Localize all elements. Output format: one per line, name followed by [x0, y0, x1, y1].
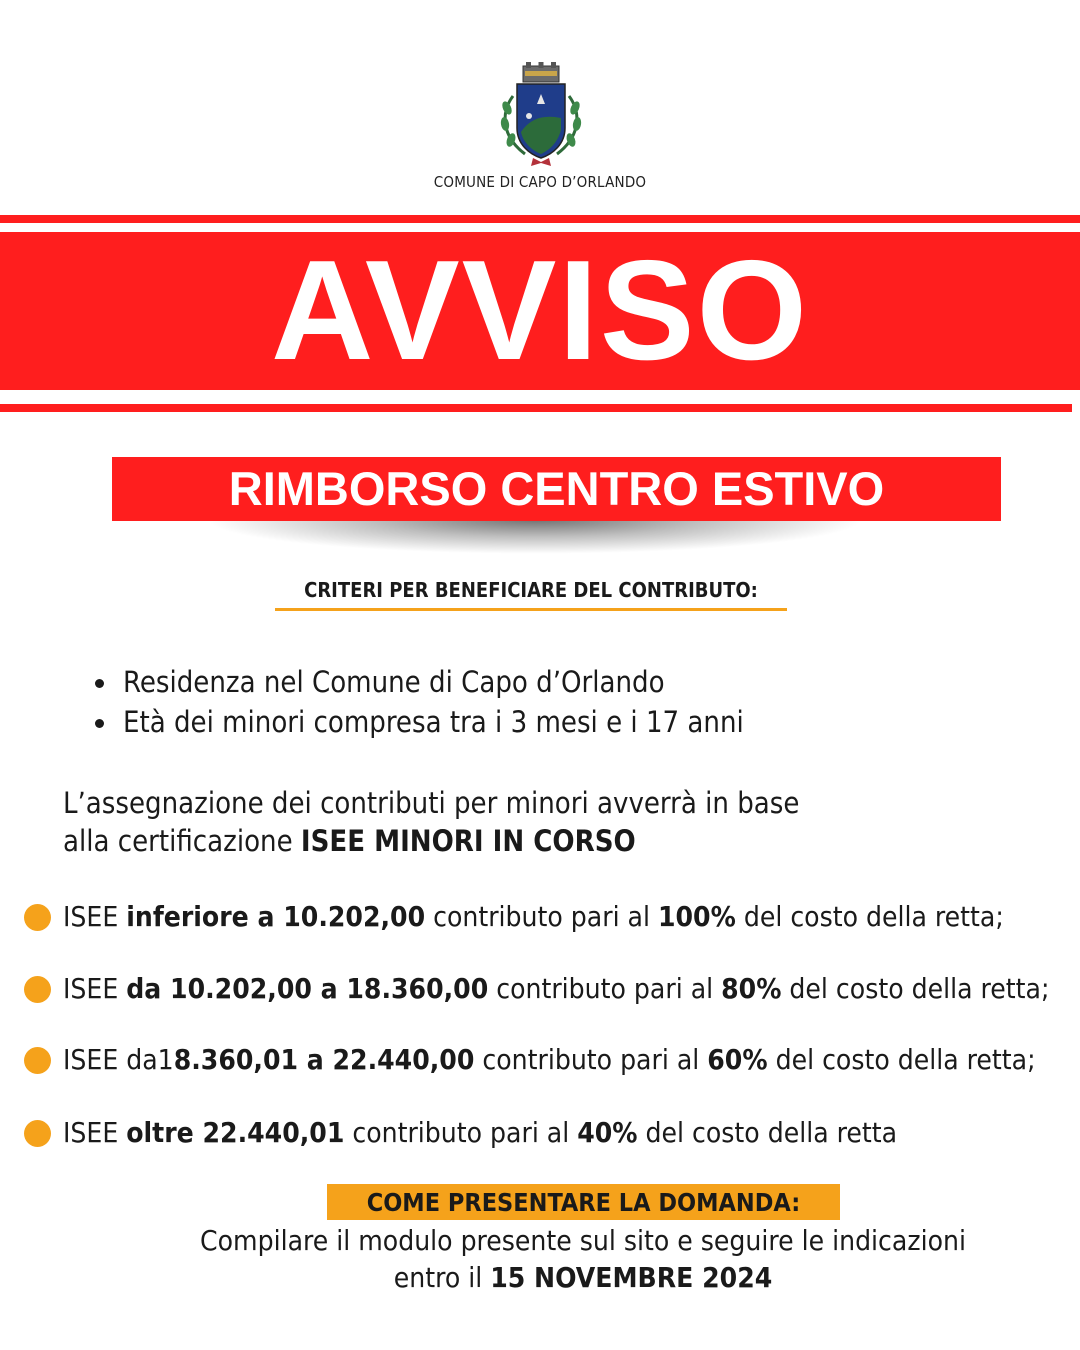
banner-title: AVVISO: [270, 231, 810, 390]
banner-top-stripe: [0, 215, 1080, 223]
isee-prefix: ISEE: [63, 972, 127, 1005]
banner-bottom-stripe: [0, 404, 1072, 412]
orange-dot-icon: [24, 1047, 51, 1074]
orange-dot-icon: [24, 976, 51, 1003]
isee-band-text: [63, 897, 1004, 937]
criteria-list: [95, 662, 995, 742]
isee-mid: contributo pari al: [474, 1043, 708, 1076]
isee-band-row: [24, 969, 1074, 1009]
how-to-apply-deadline-line: [0, 1259, 1080, 1297]
isee-suffix: del costo della retta;: [735, 900, 1004, 933]
deadline-date: 15 NOVEMBRE 2024: [490, 1261, 773, 1294]
isee-range: oltre 22.440,01: [126, 1116, 345, 1149]
assignment-line-1: L’assegnazione dei contributi per minori avverrà in base: [63, 786, 800, 820]
municipal-crest-icon: [495, 62, 587, 170]
isee-prefix: ISEE da1: [63, 1043, 174, 1076]
assignment-line-2-prefix: alla certificazione: [63, 824, 301, 858]
isee-range: inferiore a 10.202,00: [126, 900, 426, 933]
isee-percent: 40%: [577, 1116, 638, 1149]
orange-dot-icon: [24, 904, 51, 931]
isee-mid: contributo pari al: [344, 1116, 578, 1149]
isee-prefix: ISEE: [63, 900, 127, 933]
isee-percent: 100%: [658, 900, 736, 933]
isee-band-row: [24, 897, 1074, 937]
isee-range: da 10.202,00 a 18.360,00: [126, 972, 489, 1005]
assignment-certification: ISEE MINORI IN CORSO: [300, 824, 636, 858]
subtitle-shadow: [205, 520, 865, 554]
isee-band-text: [63, 1040, 1036, 1080]
subtitle: RIMBORSO CENTRO ESTIVO: [112, 457, 1001, 521]
isee-band-text: [63, 1113, 897, 1153]
isee-suffix: del costo della retta;: [781, 972, 1050, 1005]
isee-band-row: [24, 1040, 1074, 1080]
isee-mid: contributo pari al: [488, 972, 722, 1005]
isee-band-row: [24, 1113, 1074, 1153]
municipality-name: COMUNE DI CAPO D’ORLANDO: [433, 173, 647, 191]
how-to-apply-heading: COME PRESENTARE LA DOMANDA:: [327, 1184, 840, 1220]
criteria-heading: CRITERI PER BENEFICIARE DEL CONTRIBUTO:: [275, 575, 787, 611]
isee-mid: contributo pari al: [425, 900, 658, 933]
how-to-apply-instructions: Compilare il modulo presente sul sito e seguire le indicazioni: [200, 1224, 966, 1257]
isee-percent: 80%: [721, 972, 782, 1005]
isee-prefix: ISEE: [63, 1116, 127, 1149]
orange-dot-icon: [24, 1120, 51, 1147]
assignment-text: [63, 784, 1023, 860]
isee-band-text: [63, 969, 1049, 1009]
isee-suffix: del costo della retta;: [767, 1043, 1036, 1076]
isee-range: 8.360,01 a 22.440,00: [173, 1043, 475, 1076]
isee-suffix: del costo della retta: [637, 1116, 898, 1149]
isee-percent: 60%: [707, 1043, 768, 1076]
list-item: Residenza nel Comune di Capo d’Orlando: [95, 662, 995, 702]
list-item: Età dei minori compresa tra i 3 mesi e i 17 anni: [95, 702, 995, 742]
deadline-prefix: entro il: [393, 1261, 491, 1294]
assignment-line-2: [63, 822, 1023, 860]
